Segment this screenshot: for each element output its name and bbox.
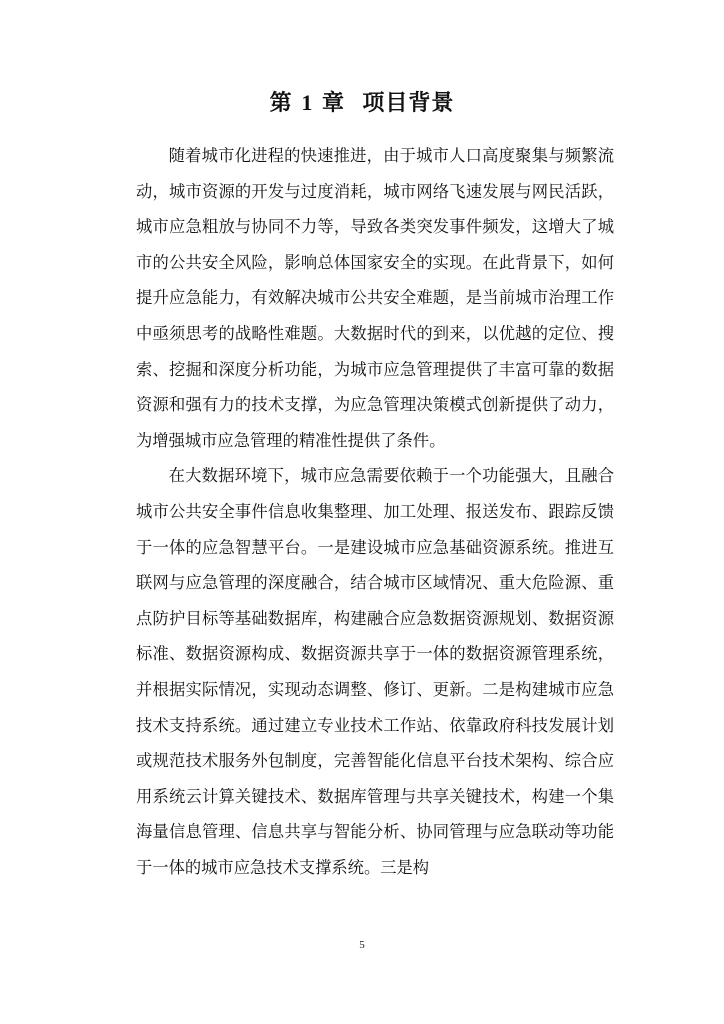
- paragraph-2: 在大数据环境下，城市应急需要依赖于一个功能强大，且融合城市公共安全事件信息收集整理、加工处理、报送发布、跟踪反馈于一体的应急智慧平台。一是建设城市应急基础资源系统。推进互联网与应急管理的深度融合，结合城市区域情况、重大危险源、重点防护目标等基础数据库，构建融合应急数据资源规划、数据资源标准、数据资源构成、数据资源共享于一体的数据资源管理系统，并根据实际情况，实现动态调整、修订、更新。二是构建城市应急技术支持系统。通过建立专业技术工作站、依靠政府科技发展计划或规范技术服务外包制度，完善智能化信息平台技术架构、综合应用系统云计算关键技术、数据库管理与共享关键技术，构建一个集海量信息管理、信息共享与智能分析、协同管理与应急联动等功能于一体的城市应急技术支撑系统。三是构: [136, 466, 614, 877]
- body-text: [136, 138, 614, 885]
- paragraph-1: 随着城市化进程的快速推进，由于城市人口高度聚集与频繁流动，城市资源的开发与过度消耗，城市网络飞速发展与网民活跃，城市应急粗放与协同不力等，导致各类突发事件频发，这增大了城市的公共安全风险，影响总体国家安全的实现。在此背景下，如何提升应急能力，有效解决城市公共安全难题，是当前城市治理工作中亟须思考的战略性难题。大数据时代的到来，以优越的定位、搜索、挖掘和深度分析功能，为城市应急管理提供了丰富可靠的数据资源和强有力的技术支撑，为应急管理决策模式创新提供了动力，为增强城市应急管理的精准性提供了条件。: [136, 146, 614, 450]
- chapter-suffix: 章: [322, 90, 346, 116]
- chapter-heading-text: 项目背景: [362, 90, 455, 116]
- page-number: 5: [359, 939, 365, 951]
- chapter-number: 1: [301, 90, 314, 115]
- chapter-prefix: 第: [269, 90, 293, 116]
- chapter-title: [0, 86, 724, 117]
